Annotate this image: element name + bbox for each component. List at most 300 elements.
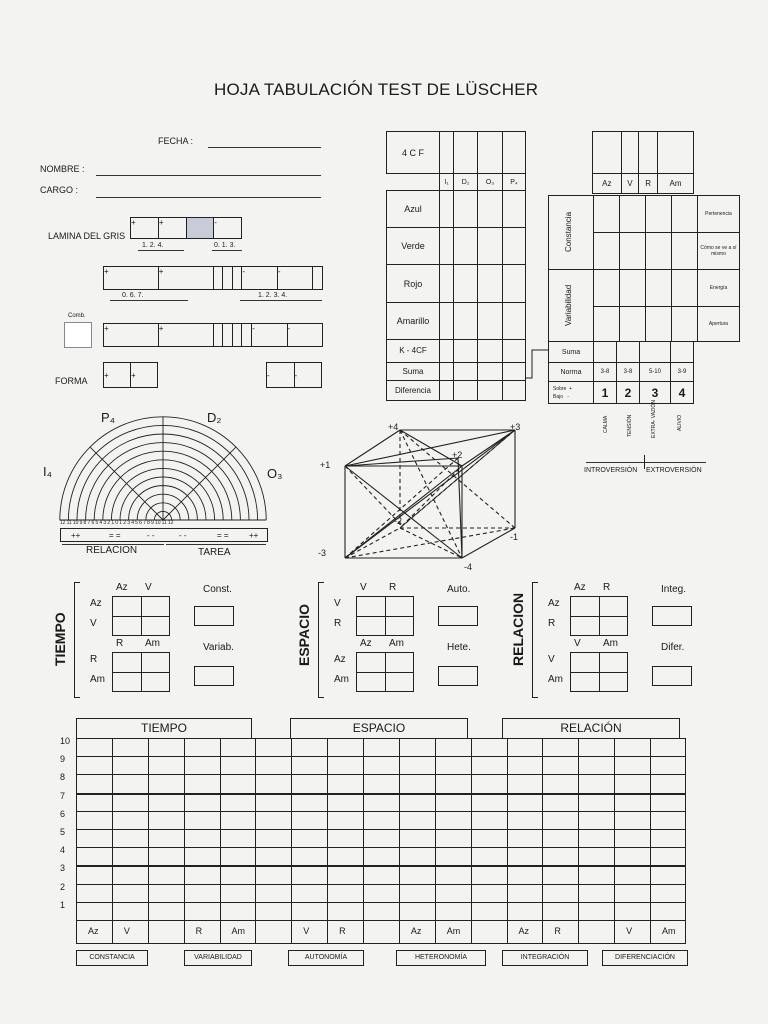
- col-header: V: [621, 174, 639, 194]
- cell[interactable]: [454, 362, 478, 380]
- cell[interactable]: [454, 340, 478, 362]
- semicircle-diagram: [58, 420, 268, 522]
- cell[interactable]: [287, 324, 323, 347]
- cube-edge: [462, 528, 515, 558]
- col-label: V: [574, 638, 581, 649]
- introversion-label: INTROVERSIÓN: [584, 467, 638, 474]
- dimension-label: HETERONOMÍA: [396, 950, 486, 966]
- cargo-field[interactable]: [96, 197, 321, 198]
- cell[interactable]: [277, 267, 312, 290]
- minus-sign: -: [214, 218, 217, 227]
- lamina-row: [130, 217, 242, 239]
- cube-label: +4: [388, 422, 399, 432]
- score-label: Hete.: [447, 642, 471, 653]
- chart-gridline: [76, 865, 686, 867]
- score-box[interactable]: [438, 666, 478, 686]
- bottom-grid[interactable]: [570, 652, 628, 692]
- chart-column-line: [435, 738, 436, 944]
- norma-value: 3-8: [594, 363, 617, 382]
- suma-label: Suma: [549, 342, 594, 363]
- vertical-label: CALMA: [603, 415, 609, 433]
- cell[interactable]: [593, 132, 622, 174]
- cell[interactable]: [639, 132, 658, 174]
- cell[interactable]: [454, 380, 478, 400]
- constancia-label: Constancia: [564, 211, 573, 252]
- column-label: Az: [518, 926, 530, 936]
- section-bracket: [74, 582, 80, 698]
- bin-label: ++: [71, 531, 81, 540]
- chart-column-line: [291, 738, 292, 944]
- vertical-label: EXTRA- VAZIÓN: [651, 400, 657, 438]
- lamina-cell[interactable]: [131, 218, 159, 239]
- vertical-label: TENSIÓN: [627, 414, 633, 437]
- cell[interactable]: [477, 265, 502, 302]
- chart-column-line: [184, 738, 185, 944]
- chart-header: RELACIÓN: [502, 718, 680, 738]
- side-label: Cómo se ve a sí mismo: [698, 233, 740, 270]
- tarea-underline: [166, 544, 266, 545]
- cell[interactable]: [646, 233, 672, 270]
- chart-gridline: [76, 774, 686, 775]
- y-tick: 6: [60, 808, 66, 819]
- chart-column-line: [255, 738, 256, 944]
- connector-bracket: [526, 346, 550, 380]
- top-grid[interactable]: [112, 596, 170, 636]
- cell[interactable]: [646, 270, 672, 307]
- cell[interactable]: [502, 302, 525, 339]
- dimension-label: AUTONOMÍA: [288, 950, 364, 966]
- plus-sign: +: [131, 218, 136, 227]
- cell[interactable]: [594, 270, 620, 307]
- cell[interactable]: [620, 307, 646, 342]
- cell[interactable]: [477, 380, 502, 400]
- minus-sign: -: [294, 370, 298, 380]
- right-table-bottom: [548, 341, 694, 404]
- side-label: Energía: [698, 270, 740, 307]
- column-label: V: [626, 926, 633, 936]
- cell[interactable]: [502, 380, 525, 400]
- cell[interactable]: [131, 363, 158, 388]
- o3-label: O₃: [267, 466, 283, 481]
- cell[interactable]: [440, 132, 454, 174]
- row-label: Rojo: [387, 265, 440, 302]
- plus-sign: +: [104, 267, 109, 276]
- cell[interactable]: [104, 363, 131, 388]
- cell[interactable]: [620, 270, 646, 307]
- y-tick: 5: [60, 827, 66, 837]
- row-label: R: [334, 618, 342, 629]
- cell[interactable]: [620, 196, 646, 233]
- comb-box[interactable]: [64, 322, 92, 348]
- blank: [387, 174, 440, 190]
- intro-extro-tick: [644, 455, 645, 469]
- y-tick: 2: [60, 881, 66, 892]
- ray-line: [90, 447, 163, 520]
- cell[interactable]: [242, 267, 277, 290]
- row-label: V: [334, 598, 341, 609]
- dimension-label: DIFERENCIACIÓN: [602, 950, 688, 966]
- top-grid[interactable]: [570, 596, 628, 636]
- lamina-cell[interactable]: [214, 218, 242, 239]
- lamina-codes-a: 1. 2. 4.: [142, 242, 164, 249]
- cube-edge: [345, 458, 458, 558]
- nombre-label: NOMBRE :: [40, 164, 85, 174]
- page-title: HOJA TABULACIÓN TEST DE LÜSCHER: [214, 80, 539, 99]
- cell[interactable]: [440, 190, 454, 227]
- cell[interactable]: [502, 132, 525, 174]
- col-header: D₂: [454, 174, 478, 190]
- cell[interactable]: [313, 267, 323, 290]
- col-label: V: [360, 582, 367, 593]
- lamina-cell[interactable]: [158, 218, 186, 239]
- level-number: 4: [670, 382, 693, 404]
- ray-line: [163, 447, 236, 520]
- i4-label: I₄: [43, 464, 52, 479]
- cell[interactable]: [477, 132, 502, 174]
- cell[interactable]: [657, 132, 693, 174]
- relacion-section: [506, 578, 726, 698]
- col-label: Am: [389, 638, 404, 649]
- row-label: K - 4CF: [387, 340, 440, 362]
- relacion-underline: [62, 544, 164, 545]
- cell[interactable]: [158, 267, 213, 290]
- chart-column-line: [363, 738, 364, 944]
- y-tick: 9: [60, 754, 66, 765]
- bin-label: = =: [217, 531, 229, 540]
- cell[interactable]: [594, 307, 620, 342]
- bracket: [138, 250, 184, 251]
- chart-header: ESPACIO: [290, 718, 468, 738]
- section-title: TIEMPO: [52, 612, 68, 666]
- column-label: R: [195, 926, 203, 936]
- cube-label: -4: [464, 562, 473, 572]
- row2-codes-b: 1. 2. 3. 4.: [258, 292, 288, 299]
- cell[interactable]: [646, 196, 672, 233]
- cell[interactable]: [477, 228, 502, 265]
- cell[interactable]: [440, 228, 454, 265]
- extroversion-label: EXTROVERSIÓN: [646, 467, 702, 474]
- cell[interactable]: [672, 233, 698, 270]
- intro-extro-line: [586, 462, 706, 463]
- score-label: Variab.: [203, 642, 234, 653]
- row-label: Am: [334, 674, 349, 685]
- row-label: Az: [334, 654, 346, 665]
- y-tick: 3: [60, 863, 66, 874]
- cell[interactable]: [440, 380, 454, 400]
- chart-column-line: [327, 738, 328, 944]
- forma-label: FORMA: [55, 376, 88, 386]
- tiempo-section: [48, 578, 268, 698]
- cell[interactable]: [670, 342, 693, 363]
- chart-column-line: [614, 738, 615, 944]
- forma-minus-cells: [266, 362, 322, 388]
- cargo-label: CARGO :: [40, 185, 79, 195]
- row-label: Am: [90, 674, 105, 685]
- cell[interactable]: [621, 132, 639, 174]
- column-label: R: [554, 926, 561, 936]
- side-label: Apertura: [698, 307, 740, 342]
- col-header: Am: [657, 174, 693, 194]
- cell[interactable]: [294, 363, 322, 388]
- cell[interactable]: [267, 363, 295, 388]
- chart-column-line: [578, 738, 579, 944]
- col-label: Am: [145, 638, 160, 649]
- chart-gridline: [76, 811, 686, 812]
- cube-label: +2: [452, 450, 463, 460]
- row-label: Az: [548, 598, 560, 609]
- chart-column-line: [220, 738, 221, 944]
- bin-label: - -: [147, 531, 155, 540]
- bajo-label: Bajo: [553, 393, 564, 400]
- chart-gridline: [76, 756, 686, 757]
- plus-sign: +: [158, 324, 164, 333]
- cube-label: -2: [394, 516, 403, 526]
- cell[interactable]: [477, 190, 502, 227]
- cell[interactable]: [158, 324, 213, 347]
- y-tick: 10: [60, 736, 71, 746]
- cell[interactable]: [646, 307, 672, 342]
- row-label: Verde: [387, 228, 440, 265]
- score-label: Difer.: [661, 642, 685, 653]
- chart-column-line: [112, 738, 113, 944]
- cell[interactable]: [440, 302, 454, 339]
- cell[interactable]: [594, 196, 620, 233]
- cell[interactable]: [502, 190, 525, 227]
- minus-sign: -: [287, 324, 291, 333]
- col-label: R: [116, 638, 124, 649]
- minus-sign: -: [567, 393, 569, 400]
- minus-sign: -: [267, 370, 270, 380]
- col-label: Az: [360, 638, 372, 649]
- score-box[interactable]: [438, 606, 478, 626]
- score-label: Auto.: [447, 584, 471, 595]
- comb-row: [103, 323, 323, 347]
- col-label: Am: [603, 638, 618, 649]
- cell[interactable]: [502, 340, 525, 362]
- level-number: 2: [617, 382, 640, 404]
- bin-label: = =: [109, 531, 121, 540]
- cell[interactable]: [242, 324, 252, 347]
- right-table-top: [592, 131, 694, 194]
- cell[interactable]: [252, 324, 287, 347]
- profile-chart: [56, 714, 696, 972]
- minus-sign: -: [277, 267, 281, 276]
- row-label: Azul: [387, 190, 440, 227]
- minus-sign: -: [242, 267, 246, 276]
- bracket: [212, 250, 242, 251]
- bottom-grid[interactable]: [112, 652, 170, 692]
- chart-column-line: [650, 738, 651, 944]
- cell[interactable]: [440, 340, 454, 362]
- col-header: Az: [593, 174, 622, 194]
- row-label: Am: [548, 674, 563, 685]
- lamina-label: LAMINA DEL GRIS: [48, 231, 126, 241]
- chart-column-line: [542, 738, 543, 944]
- col-label: R: [389, 582, 397, 593]
- col-header: P₄: [502, 174, 525, 190]
- col-header: R: [639, 174, 658, 194]
- cell[interactable]: [104, 267, 159, 290]
- column-label: Am: [446, 926, 461, 936]
- col-header: O₃: [477, 174, 502, 190]
- vertical-label: ALIVIO: [677, 414, 683, 431]
- chart-gridline: [76, 829, 686, 830]
- cell[interactable]: [223, 267, 233, 290]
- lamina-codes-b: 0. 1. 3.: [214, 242, 236, 249]
- top-grid[interactable]: [356, 596, 414, 636]
- bin-label: ++: [249, 531, 259, 540]
- cell[interactable]: [617, 342, 640, 363]
- cell[interactable]: [213, 267, 223, 290]
- semicircle-scale: 12 11 10 9 8 7 6 5 4 3 2 1 0 1 2 3 4 5 6 7 8 9 10 11 12: [60, 520, 174, 526]
- level-number: 3: [640, 382, 671, 404]
- cell[interactable]: [440, 265, 454, 302]
- cell[interactable]: [594, 233, 620, 270]
- cell[interactable]: [454, 132, 478, 174]
- row-label: Suma: [387, 362, 440, 380]
- sobre-bajo-cell: [549, 382, 594, 404]
- chart-gridline: [76, 847, 686, 848]
- score-box[interactable]: [194, 666, 234, 686]
- y-tick: 8: [60, 772, 66, 783]
- cube-edge: [400, 430, 462, 466]
- cell[interactable]: [502, 265, 525, 302]
- column-label: Az: [410, 926, 422, 936]
- row-label: V: [548, 654, 555, 665]
- cube-label: -3: [318, 548, 327, 558]
- y-tick: 4: [60, 845, 66, 856]
- cell[interactable]: [477, 340, 502, 362]
- cell[interactable]: [454, 190, 478, 227]
- score-box[interactable]: [194, 606, 234, 626]
- plus-sign: +: [158, 218, 164, 227]
- cell[interactable]: [454, 228, 478, 265]
- section-title: RELACION: [510, 592, 526, 666]
- cell[interactable]: [440, 362, 454, 380]
- section-title: ESPACIO: [296, 604, 312, 666]
- row-label: R: [548, 618, 556, 629]
- column-label: V: [303, 926, 310, 936]
- cell[interactable]: [594, 342, 617, 363]
- column-label: Am: [231, 926, 245, 936]
- cell[interactable]: [640, 342, 671, 363]
- color-row-2: [103, 266, 323, 290]
- tarea-label: TAREA: [198, 547, 231, 558]
- bracket: [110, 300, 188, 301]
- row2-codes-a: 0. 6. 7.: [122, 292, 144, 299]
- score-box[interactable]: [652, 606, 692, 626]
- column-label: V: [123, 926, 130, 936]
- score-label: Const.: [203, 584, 232, 595]
- table-4cf: [386, 131, 526, 401]
- fecha-label: FECHA :: [158, 136, 194, 146]
- chart-gridline: [76, 884, 686, 885]
- chart-gridline: [76, 920, 686, 921]
- cell[interactable]: [672, 307, 698, 342]
- chart-header: TIEMPO: [76, 718, 252, 738]
- score-label: Integ.: [661, 584, 687, 595]
- dimension-label: VARIABILIDAD: [184, 950, 252, 966]
- y-tick: 7: [60, 790, 66, 801]
- chart-frame: [76, 738, 686, 944]
- bracket: [240, 300, 322, 301]
- chart-gridline: [76, 902, 686, 903]
- minus-sign: -: [252, 324, 255, 333]
- norma-value: 3-9: [670, 363, 693, 382]
- cell[interactable]: [672, 270, 698, 307]
- cube-label: +1: [320, 460, 331, 470]
- plus-sign: +: [104, 324, 109, 333]
- right-table-main: [548, 195, 740, 342]
- cell[interactable]: [477, 362, 502, 380]
- d2-label: D₂: [207, 410, 222, 425]
- column-label: R: [339, 926, 346, 936]
- row-label: R: [90, 654, 98, 665]
- norma-value: 3-8: [617, 363, 640, 382]
- norma-label: Norma: [549, 363, 594, 382]
- fecha-field[interactable]: [208, 147, 321, 148]
- section-bracket: [532, 582, 538, 698]
- bottom-grid[interactable]: [356, 652, 414, 692]
- column-label: Am: [662, 926, 676, 936]
- cell[interactable]: [672, 196, 698, 233]
- cell[interactable]: [223, 324, 233, 347]
- cell[interactable]: [232, 324, 242, 347]
- y-tick: 1: [60, 899, 66, 910]
- cell[interactable]: [454, 265, 478, 302]
- comb-label: Comb.: [68, 313, 86, 319]
- sobre-label: Sobre: [553, 385, 567, 392]
- espacio-section: [292, 578, 512, 698]
- relacion-label: RELACION: [86, 545, 138, 556]
- cell[interactable]: [502, 362, 525, 380]
- cell[interactable]: [104, 324, 159, 347]
- chart-column-line: [471, 738, 472, 944]
- cell[interactable]: [454, 302, 478, 339]
- scale-bins: [60, 528, 268, 542]
- variabilidad-label: Variabilidad: [564, 284, 573, 326]
- forma-plus-cells: [103, 362, 158, 388]
- cell[interactable]: [213, 324, 223, 347]
- column-label: Az: [87, 926, 99, 936]
- plus-sign: +: [569, 385, 573, 392]
- col-label: V: [145, 582, 152, 593]
- cell[interactable]: [502, 228, 525, 265]
- cell[interactable]: [620, 233, 646, 270]
- dimension-label: CONSTANCIA: [76, 950, 148, 966]
- row-label: Az: [90, 598, 102, 609]
- col-label: Az: [574, 582, 586, 593]
- row-label: Diferencia: [387, 380, 440, 400]
- nombre-field[interactable]: [96, 175, 321, 176]
- cube-diagram: [310, 418, 530, 578]
- cube-label: -1: [510, 532, 519, 542]
- dimension-label: INTEGRACIÓN: [502, 950, 588, 966]
- bin-label: - -: [179, 531, 187, 540]
- cube-label: +3: [510, 422, 521, 432]
- score-box[interactable]: [652, 666, 692, 686]
- cell[interactable]: [232, 267, 242, 290]
- plus-sign: +: [131, 370, 136, 380]
- side-label: Pertenencia: [698, 196, 740, 233]
- plus-sign: +: [104, 370, 109, 380]
- row-label: Amarillo: [387, 302, 440, 339]
- lamina-shaded-cell[interactable]: [186, 218, 214, 239]
- chart-column-line: [399, 738, 400, 944]
- norma-value: 5-10: [640, 363, 671, 382]
- cell[interactable]: [477, 302, 502, 339]
- chart-column-line: [148, 738, 149, 944]
